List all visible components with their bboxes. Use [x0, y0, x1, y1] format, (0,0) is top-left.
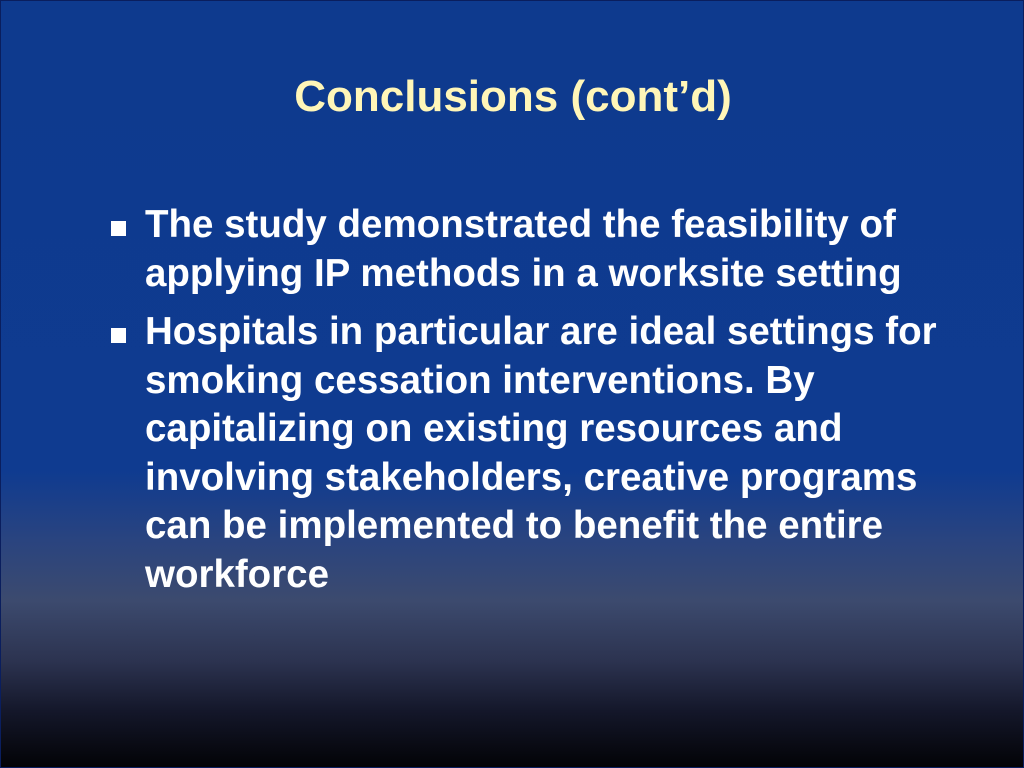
bullet-text: The study demonstrated the feasibility of applying IP methods in a worksite setting: [145, 203, 902, 295]
bullet-item: [105, 201, 985, 298]
square-bullet-icon: [111, 328, 126, 343]
square-bullet-icon: [111, 221, 126, 236]
bullet-item: [105, 308, 985, 599]
bullet-text: Hospitals in particular are ideal settings for smoking cessation interventions. By capitalizing on existing resources and involving stakeholders, creative programs can be implemented to benefit the entire workforce: [145, 310, 937, 596]
slide-title: Conclusions (cont’d): [294, 72, 732, 121]
bullet-list: [105, 201, 985, 609]
